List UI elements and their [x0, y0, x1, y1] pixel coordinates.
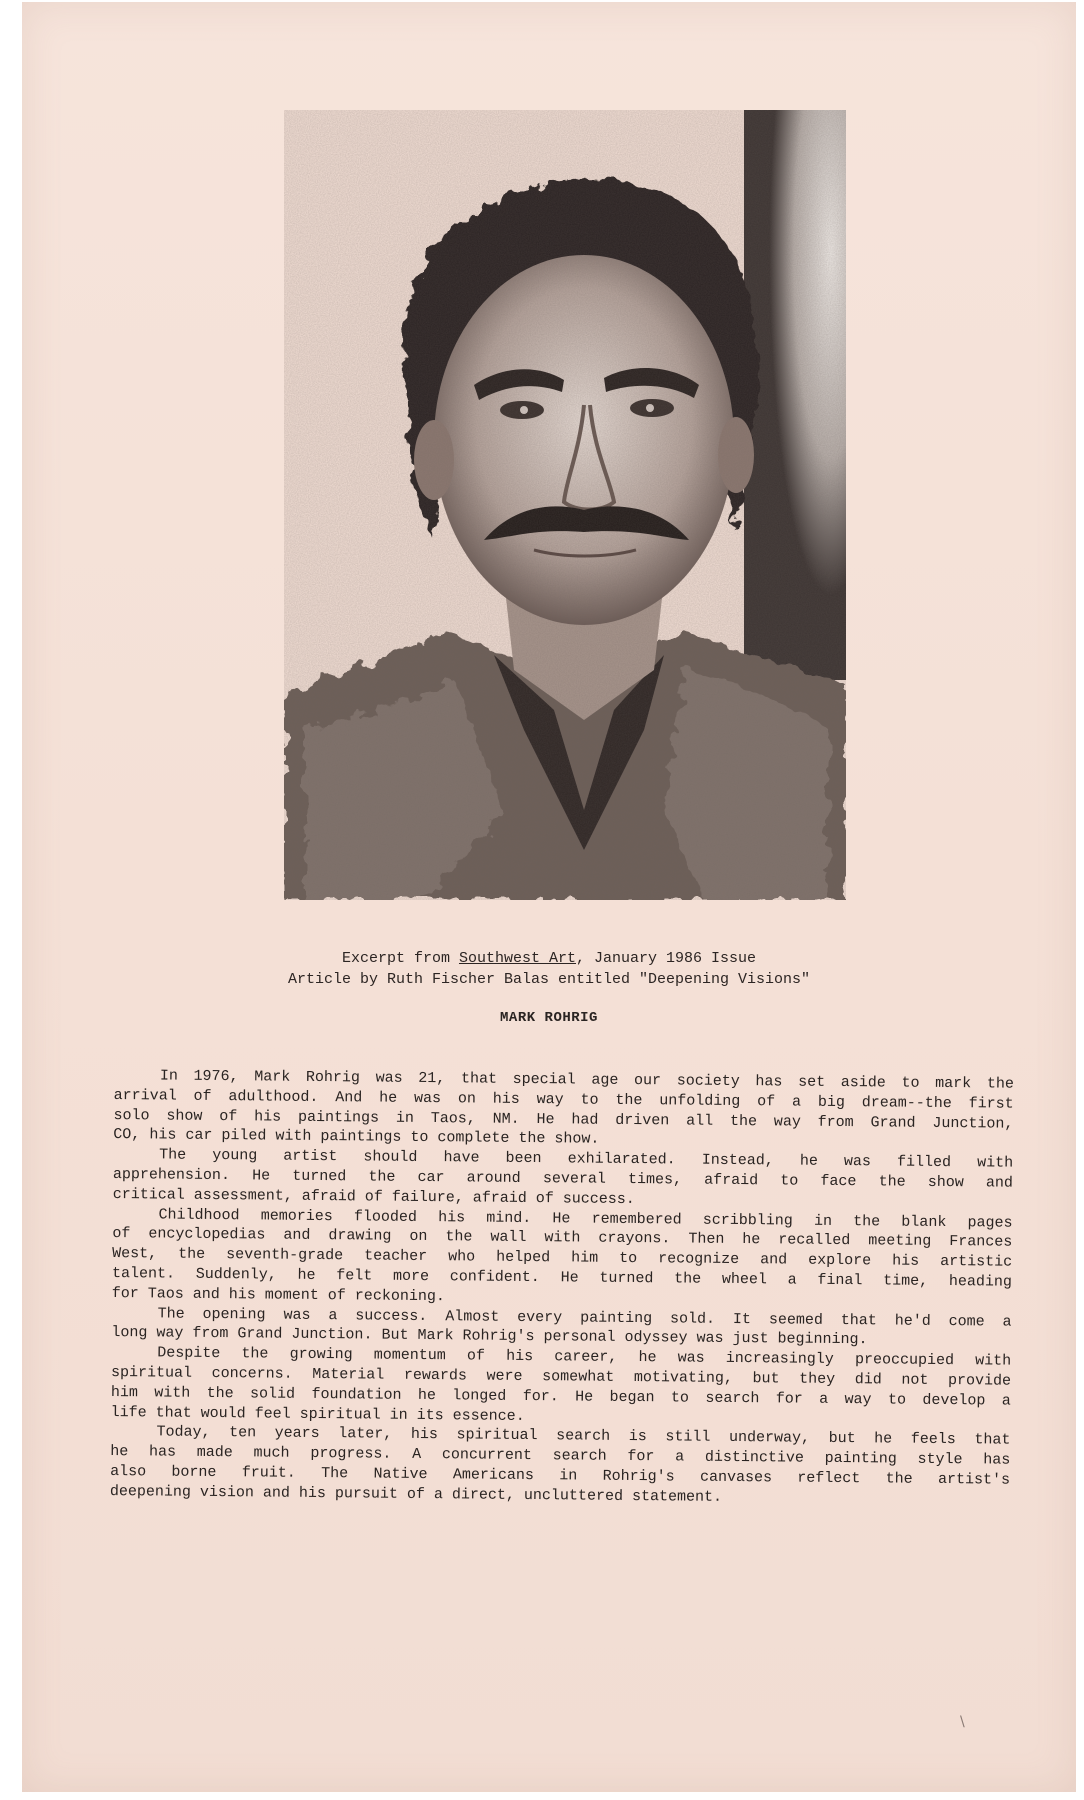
pencil-mark: \	[960, 1714, 965, 1730]
article-heading: MARK ROHRIG	[500, 1010, 598, 1026]
body-line: arrival of adulthood. And he was on his way to the unfolding of a big dream--the first	[113, 1086, 1014, 1113]
body-line: Childhood memories flooded his mind. He remembered scribbling in the blank pages	[158, 1206, 1013, 1232]
source-line	[22, 948, 1076, 969]
body-line: deepening vision and his pursuit of a direct, uncluttered statement.	[109, 1482, 723, 1506]
body-line: long way from Grand Junction. But Mark Rohrig's personal odyssey was just beginning.	[111, 1324, 868, 1349]
body-line: for Taos and his moment of reckoning.	[111, 1284, 445, 1305]
document-page	[22, 2, 1076, 1792]
body-line: apprehension. He turned the car around several times, afraid to face the show and	[112, 1165, 1013, 1192]
body-line: solo show of his paintings in Taos, NM. He had driven all the way from Grand Junction,	[113, 1106, 1014, 1133]
body-line: In 1976, Mark Rohrig was 21, that special age our society has set aside to mark the	[159, 1067, 1014, 1093]
body-line: life that would feel spiritual in its essence.	[110, 1403, 525, 1425]
article-title: "Deepening Visions"	[639, 971, 811, 988]
body-line: him with the solid foundation he longed for. He began to search for a way to develop a	[110, 1383, 1011, 1410]
magazine-name: Southwest Art	[458, 950, 577, 967]
article-body	[110, 1066, 1014, 1510]
author-line	[22, 969, 1076, 990]
body-line: critical assessment, afraid of failure, afraid of success.	[112, 1185, 635, 1208]
body-line: The young artist should have been exhilarated. Instead, he was filled with	[159, 1146, 1014, 1172]
body-line: CO, his car piled with paintings to complete the show.	[113, 1126, 600, 1149]
body-line: Today, ten years later, his spiritual search is still underway, but he feels that	[156, 1423, 1011, 1449]
body-line: West, the seventh-grade teacher who helped him to recognize and explore his artistic	[112, 1245, 1013, 1271]
body-line: talent. Suddenly, he felt more confident. He turned the wheel a final time, heading	[111, 1264, 1013, 1291]
body-line: also borne fruit. The Native Americans in Rohrig's canvases reflect the artist's	[110, 1462, 1011, 1489]
author-prefix: Article by Ruth Fischer Balas entitled	[287, 971, 640, 988]
body-line: he has made much progress. A concurrent search for a distinctive painting style has	[110, 1443, 1011, 1469]
body-line: spiritual concerns. Material rewards were somewhat motivating, but they did not provide	[110, 1363, 1012, 1390]
body-line: of encyclopedias and drawing on the wall with crayons. Then he recalled meeting Frances	[112, 1225, 1013, 1252]
portrait-image	[284, 110, 846, 900]
body-line: Despite the growing momentum of his career, he was increasingly preoccupied with	[157, 1344, 1012, 1370]
portrait-photo	[284, 110, 846, 900]
source-issue: , January 1986 Issue	[576, 950, 757, 967]
source-prefix: Excerpt from	[341, 950, 459, 967]
body-line: The opening was a success. Almost every painting sold. It seemed that he'd come a	[157, 1304, 1012, 1331]
